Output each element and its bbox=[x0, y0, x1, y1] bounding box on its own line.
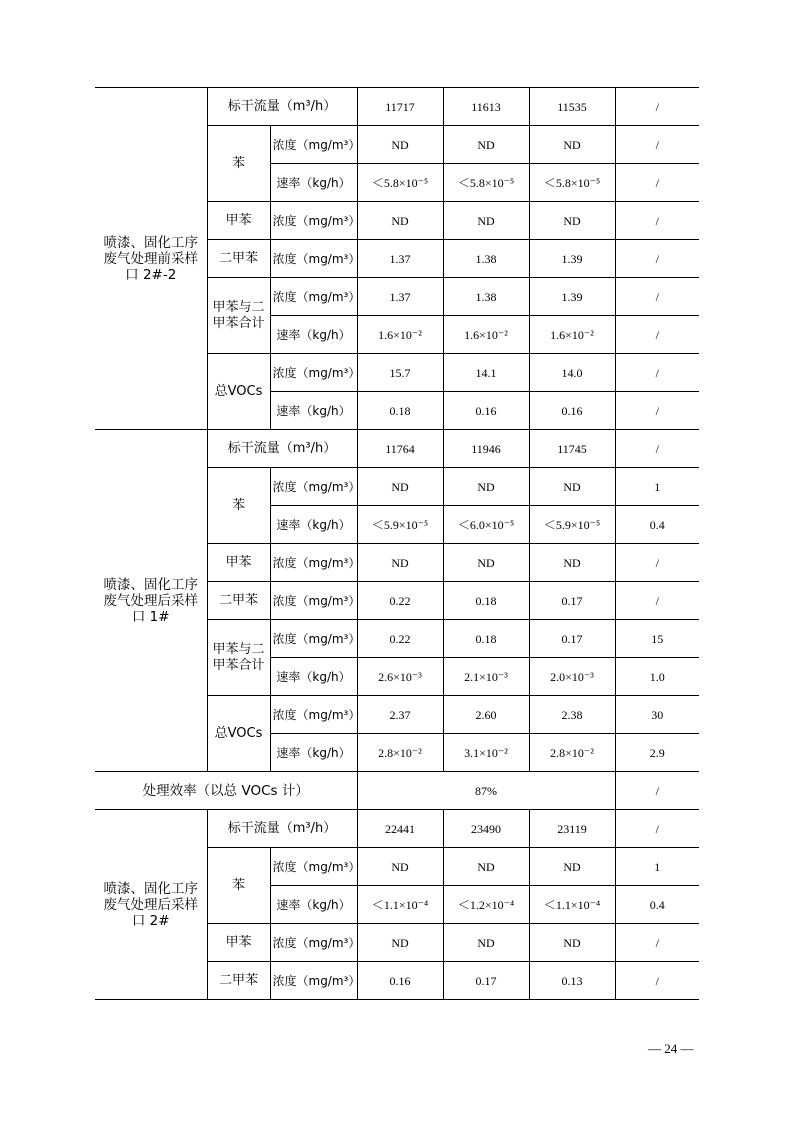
limit-cell: / bbox=[615, 126, 699, 164]
limit-cell: 15 bbox=[615, 620, 699, 658]
metric-label: 浓度（mg/m³） bbox=[270, 696, 357, 734]
value-cell: 1.38 bbox=[443, 240, 529, 278]
limit-cell: / bbox=[615, 240, 699, 278]
value-cell: 1.6×10⁻² bbox=[357, 316, 443, 354]
value-cell: 11535 bbox=[529, 88, 615, 126]
pollutant-label: 苯 bbox=[207, 468, 270, 544]
pollutant-label: 二甲苯 bbox=[207, 962, 270, 1000]
value-cell: 11745 bbox=[529, 430, 615, 468]
metric-label: 速率（kg/h） bbox=[270, 316, 357, 354]
value-cell: ND bbox=[443, 202, 529, 240]
pollutant-label: 苯 bbox=[207, 848, 270, 924]
metric-label: 速率（kg/h） bbox=[270, 658, 357, 696]
site-label: 喷漆、固化工序废气处理前采样口 2#-2 bbox=[95, 88, 207, 430]
value-cell: ND bbox=[357, 848, 443, 886]
limit-cell: 0.4 bbox=[615, 506, 699, 544]
metric-label: 浓度（mg/m³） bbox=[270, 202, 357, 240]
value-cell: 0.17 bbox=[529, 620, 615, 658]
site-label: 喷漆、固化工序废气处理后采样口 1# bbox=[95, 430, 207, 772]
value-cell: ND bbox=[357, 468, 443, 506]
value-cell: ＜5.9×10⁻⁵ bbox=[529, 506, 615, 544]
metric-label: 浓度（mg/m³） bbox=[270, 240, 357, 278]
value-cell: ND bbox=[443, 848, 529, 886]
limit-cell: / bbox=[615, 962, 699, 1000]
value-cell: ＜6.0×10⁻⁵ bbox=[443, 506, 529, 544]
monitoring-results-table bbox=[95, 87, 699, 1000]
value-cell: ND bbox=[443, 126, 529, 164]
limit-cell: 1 bbox=[615, 848, 699, 886]
limit-cell: / bbox=[615, 88, 699, 126]
site-label: 喷漆、固化工序废气处理后采样口 2# bbox=[95, 810, 207, 1000]
limit-cell: / bbox=[615, 810, 699, 848]
value-cell: 22441 bbox=[357, 810, 443, 848]
metric-label: 浓度（mg/m³） bbox=[270, 848, 357, 886]
pollutant-label: 甲苯 bbox=[207, 544, 270, 582]
value-cell: 11946 bbox=[443, 430, 529, 468]
limit-cell: / bbox=[615, 772, 699, 810]
flow-label: 标干流量（m³/h） bbox=[207, 430, 357, 468]
value-cell: 11764 bbox=[357, 430, 443, 468]
value-cell: 14.1 bbox=[443, 354, 529, 392]
pollutant-label: 苯 bbox=[207, 126, 270, 202]
limit-cell: / bbox=[615, 430, 699, 468]
value-cell: 23119 bbox=[529, 810, 615, 848]
value-cell: 23490 bbox=[443, 810, 529, 848]
metric-label: 浓度（mg/m³） bbox=[270, 468, 357, 506]
limit-cell: / bbox=[615, 278, 699, 316]
metric-label: 浓度（mg/m³） bbox=[270, 582, 357, 620]
value-cell: ND bbox=[529, 468, 615, 506]
value-cell: ＜1.1×10⁻⁴ bbox=[529, 886, 615, 924]
value-cell: 0.16 bbox=[357, 962, 443, 1000]
efficiency-label: 处理效率（以总 VOCs 计） bbox=[95, 772, 357, 810]
value-cell: 1.39 bbox=[529, 240, 615, 278]
value-cell: ＜1.2×10⁻⁴ bbox=[443, 886, 529, 924]
value-cell: 14.0 bbox=[529, 354, 615, 392]
value-cell: 0.22 bbox=[357, 582, 443, 620]
value-cell: 0.18 bbox=[443, 620, 529, 658]
value-cell: 11613 bbox=[443, 88, 529, 126]
metric-label: 浓度（mg/m³） bbox=[270, 962, 357, 1000]
limit-cell: 1.0 bbox=[615, 658, 699, 696]
value-cell: 2.0×10⁻³ bbox=[529, 658, 615, 696]
efficiency-value: 87% bbox=[357, 772, 615, 810]
limit-cell: / bbox=[615, 316, 699, 354]
value-cell: ＜5.8×10⁻⁵ bbox=[443, 164, 529, 202]
value-cell: 2.60 bbox=[443, 696, 529, 734]
value-cell: 2.38 bbox=[529, 696, 615, 734]
value-cell: 1.6×10⁻² bbox=[529, 316, 615, 354]
value-cell: ND bbox=[529, 544, 615, 582]
value-cell: 15.7 bbox=[357, 354, 443, 392]
value-cell: ND bbox=[357, 924, 443, 962]
metric-label: 速率（kg/h） bbox=[270, 734, 357, 772]
value-cell: 2.6×10⁻³ bbox=[357, 658, 443, 696]
value-cell: ＜5.9×10⁻⁵ bbox=[357, 506, 443, 544]
value-cell: 1.6×10⁻² bbox=[443, 316, 529, 354]
value-cell: 3.1×10⁻² bbox=[443, 734, 529, 772]
table-row bbox=[95, 772, 699, 810]
table-row bbox=[95, 430, 699, 468]
limit-cell: 0.4 bbox=[615, 886, 699, 924]
value-cell: ND bbox=[443, 544, 529, 582]
value-cell: 1.37 bbox=[357, 240, 443, 278]
limit-cell: / bbox=[615, 924, 699, 962]
pollutant-label: 甲苯 bbox=[207, 924, 270, 962]
value-cell: 0.16 bbox=[443, 392, 529, 430]
metric-label: 浓度（mg/m³） bbox=[270, 354, 357, 392]
value-cell: ＜5.8×10⁻⁵ bbox=[357, 164, 443, 202]
page-number: — 24 — bbox=[648, 1041, 694, 1056]
limit-cell: / bbox=[615, 582, 699, 620]
limit-cell: / bbox=[615, 202, 699, 240]
value-cell: 2.37 bbox=[357, 696, 443, 734]
value-cell: 0.16 bbox=[529, 392, 615, 430]
pollutant-label: 甲苯与二甲苯合计 bbox=[207, 620, 270, 696]
metric-label: 浓度（mg/m³） bbox=[270, 620, 357, 658]
value-cell: 0.22 bbox=[357, 620, 443, 658]
value-cell: 0.18 bbox=[443, 582, 529, 620]
limit-cell: / bbox=[615, 164, 699, 202]
pollutant-label: 总VOCs bbox=[207, 696, 270, 772]
value-cell: ＜1.1×10⁻⁴ bbox=[357, 886, 443, 924]
value-cell: 0.17 bbox=[443, 962, 529, 1000]
metric-label: 浓度（mg/m³） bbox=[270, 126, 357, 164]
limit-cell: / bbox=[615, 392, 699, 430]
value-cell: ND bbox=[357, 126, 443, 164]
limit-cell: 1 bbox=[615, 468, 699, 506]
limit-cell: 2.9 bbox=[615, 734, 699, 772]
value-cell: 0.13 bbox=[529, 962, 615, 1000]
pollutant-label: 二甲苯 bbox=[207, 240, 270, 278]
value-cell: 0.17 bbox=[529, 582, 615, 620]
limit-cell: / bbox=[615, 544, 699, 582]
metric-label: 速率（kg/h） bbox=[270, 392, 357, 430]
metric-label: 浓度（mg/m³） bbox=[270, 544, 357, 582]
value-cell: 1.39 bbox=[529, 278, 615, 316]
pollutant-label: 二甲苯 bbox=[207, 582, 270, 620]
value-cell: ND bbox=[443, 468, 529, 506]
value-cell: ND bbox=[443, 924, 529, 962]
value-cell: ND bbox=[357, 544, 443, 582]
value-cell: 1.37 bbox=[357, 278, 443, 316]
value-cell: ＜5.8×10⁻⁵ bbox=[529, 164, 615, 202]
value-cell: 0.18 bbox=[357, 392, 443, 430]
limit-cell: / bbox=[615, 354, 699, 392]
value-cell: ND bbox=[357, 202, 443, 240]
value-cell: 2.1×10⁻³ bbox=[443, 658, 529, 696]
value-cell: 2.8×10⁻² bbox=[357, 734, 443, 772]
value-cell: 11717 bbox=[357, 88, 443, 126]
metric-label: 浓度（mg/m³） bbox=[270, 924, 357, 962]
table-row bbox=[95, 810, 699, 848]
metric-label: 浓度（mg/m³） bbox=[270, 278, 357, 316]
value-cell: ND bbox=[529, 126, 615, 164]
value-cell: ND bbox=[529, 848, 615, 886]
pollutant-label: 甲苯 bbox=[207, 202, 270, 240]
metric-label: 速率（kg/h） bbox=[270, 886, 357, 924]
limit-cell: 30 bbox=[615, 696, 699, 734]
flow-label: 标干流量（m³/h） bbox=[207, 810, 357, 848]
pollutant-label: 甲苯与二甲苯合计 bbox=[207, 278, 270, 354]
table-row bbox=[95, 88, 699, 126]
metric-label: 速率（kg/h） bbox=[270, 164, 357, 202]
metric-label: 速率（kg/h） bbox=[270, 506, 357, 544]
value-cell: 1.38 bbox=[443, 278, 529, 316]
value-cell: 2.8×10⁻² bbox=[529, 734, 615, 772]
value-cell: ND bbox=[529, 924, 615, 962]
pollutant-label: 总VOCs bbox=[207, 354, 270, 430]
flow-label: 标干流量（m³/h） bbox=[207, 88, 357, 126]
value-cell: ND bbox=[529, 202, 615, 240]
